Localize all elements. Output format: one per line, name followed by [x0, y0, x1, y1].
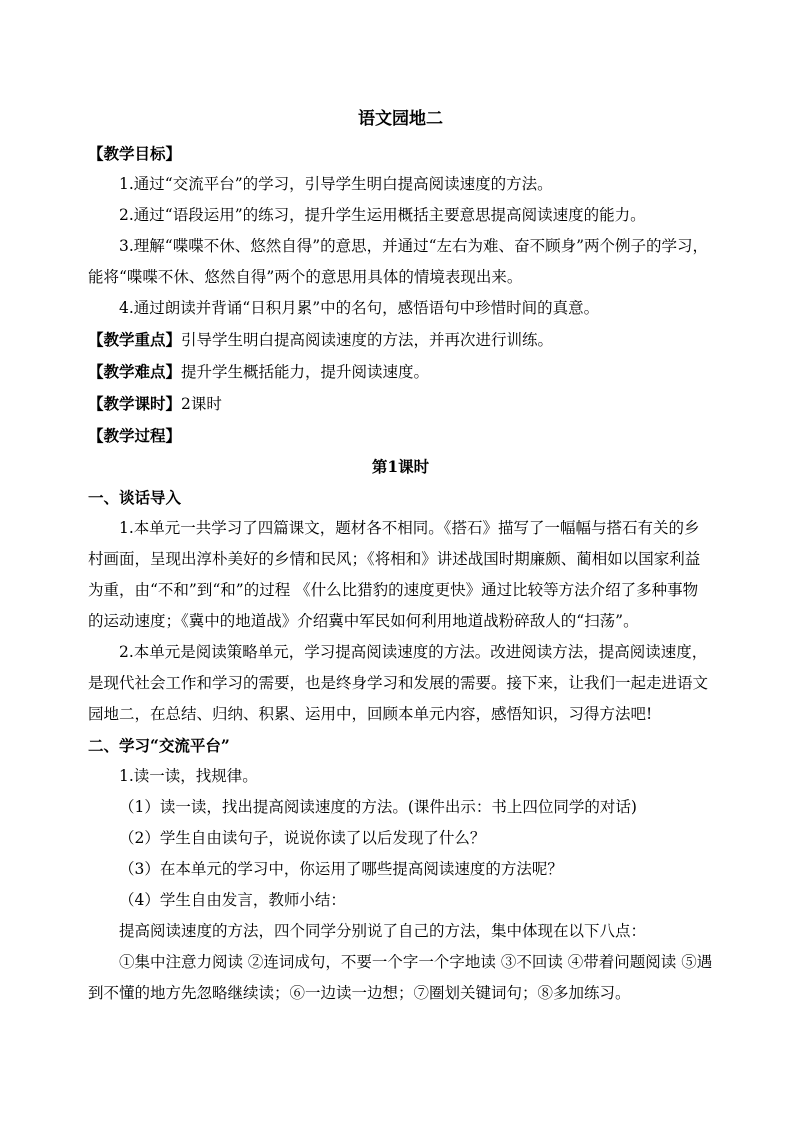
summary-intro: 提高阅读速度的方法，四个同学分别说了自己的方法，集中体现在以下八点：: [119, 922, 647, 940]
section-1-paragraph: 1.本单元一共学习了四篇课文，题材各不相同。《搭石》描写了一幅幅与搭石有关的乡村画面，呈现出淳朴美好的乡情和民风；《将相和》讲述战国时期廉颇、蔺相如以国家利益为重，由“不和”到“和”的过程 《什么比猎豹的速度更快》通过比较等方法介绍了多种事物的运动速度；《冀中的地道战》介绍冀中军民如何利用地道战粉碎敌人的“扫荡”。: [88, 519, 701, 630]
section-2-subitem: （4）学生自由发言，教师小结：: [119, 891, 346, 909]
difficult-point-row: [88, 356, 713, 388]
class-hours-label: 【教学课时】: [88, 394, 182, 413]
objective-item: 2.通过“语段运用”的练习，提升学生运用概括主要意思提高阅读速度的能力。: [119, 206, 646, 224]
objective-item: 1.通过“交流平台”的学习，引导学生明白提高阅读速度的方法。: [119, 175, 553, 193]
section-2-heading: 二、学习“交流平台”: [88, 736, 230, 755]
section-2-subitem: （2）学生自由读句子，说说你读了以后发现了什么？: [119, 829, 486, 847]
class-hours-row: [88, 388, 713, 420]
document-body: [88, 104, 713, 1009]
difficult-point-text: 提升学生概括能力，提升阅读速度。: [181, 363, 430, 381]
key-point-label: 【教学重点】: [88, 330, 182, 349]
section-1-heading: 一、谈话导入: [88, 488, 182, 507]
section-2-subitem: （1）读一读，找出提高阅读速度的方法。(课件出示：书上四位同学的对话): [119, 798, 637, 816]
process-heading: 【教学过程】: [88, 426, 182, 445]
summary-points: ①集中注意力阅读 ②连词成句，不要一个字一个字地读 ③不回读 ④带着问题阅读 ⑤遇到不懂的地方先忽略继续读；⑥一边读一边想；⑦圈划关键词句；⑧多加练习。: [88, 953, 713, 1002]
class-hours-text: 2课时: [181, 395, 222, 413]
lesson-heading: 第1课时: [371, 457, 430, 476]
key-point-text: 引导学生明白提高阅读速度的方法，并再次进行训练。: [181, 331, 554, 349]
section-1-paragraph: 2.本单元是阅读策略单元，学习提高阅读速度的方法。改进阅读方法，提高阅读速度，是现代社会工作和学习的需要，也是终身学习和发展的需要。接下来，让我们一起走进语文园地二，在总结、归纳、积累、运用中，回顾本单元内容，感悟知识，习得方法吧!: [88, 643, 709, 723]
difficult-point-label: 【教学难点】: [88, 362, 182, 381]
objective-item: 4.通过朗读并背诵“日积月累”中的名句，感悟语句中珍惜时间的真意。: [119, 299, 600, 317]
objective-item: 3.理解“喋喋不休、悠然自得”的意思，并通过“左右为难、奋不顾身”两个例子的学习，能将“喋喋不休、悠然自得”两个的意思用具体的情境表现出来。: [88, 237, 708, 286]
objectives-heading: 【教学目标】: [88, 144, 182, 163]
section-2-subitem: （3）在本单元的学习中，你运用了哪些提高阅读速度的方法呢？: [119, 860, 563, 878]
section-2-item: 1.读一读，找规律。: [119, 767, 258, 785]
key-point-row: [88, 324, 713, 356]
document-title: 语文园地二: [358, 109, 443, 129]
